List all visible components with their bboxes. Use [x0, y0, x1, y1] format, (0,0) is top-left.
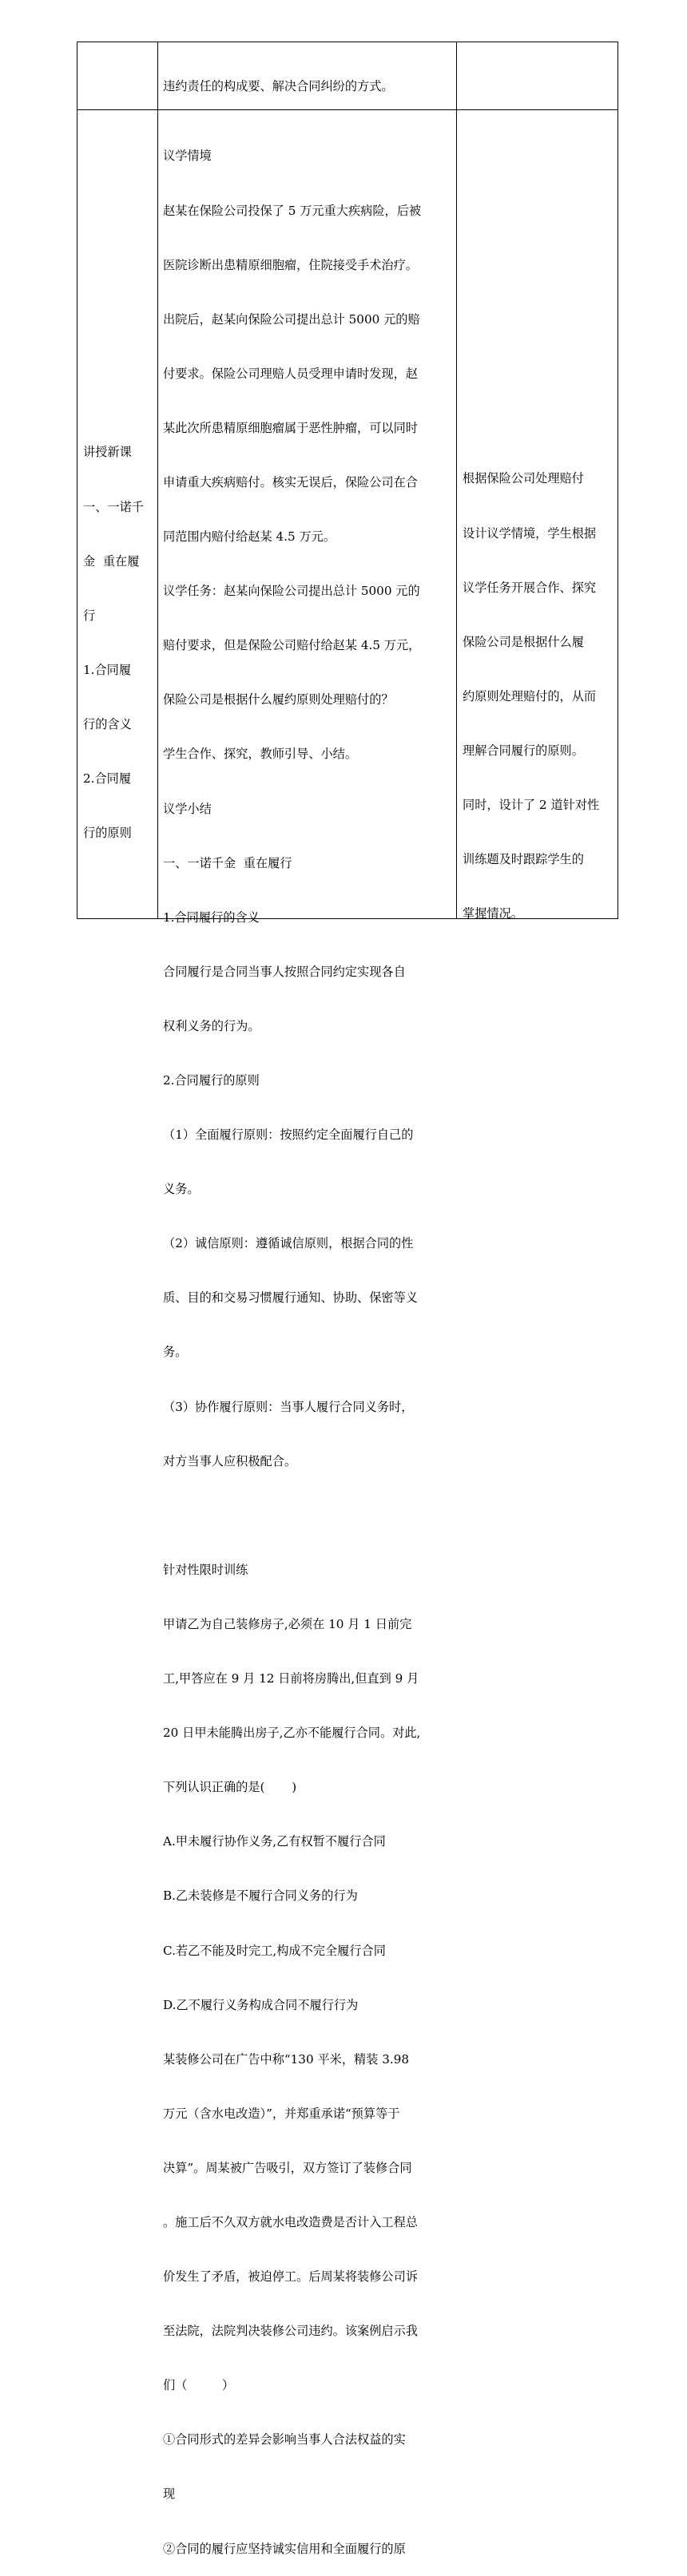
text-line: 一、一诺千金 重在履行 — [163, 855, 292, 870]
text-line: 决算”。周某被广告吸引，双方签订了装修合同 — [163, 2160, 412, 2175]
text-line: 1.合同履 — [83, 662, 132, 677]
text-line: 某此次所患精原细胞瘤属于恶性肿瘤，可以同时 — [163, 420, 418, 435]
text-line: 质、目的和交易习惯履行通知、协助、保密等义 — [163, 1290, 418, 1306]
text-line: 理解合同履行的原则。 — [463, 743, 584, 758]
row2-left-cell — [83, 407, 157, 860]
text-line: 工,甲答应在 9 月 12 日前将房腾出,但直到 9 月 — [163, 1671, 419, 1686]
text-line: 同时，设计了 2 道针对性 — [463, 797, 600, 812]
text-line: B.乙未装修是不履行合同义务的行为 — [163, 1888, 358, 1904]
text-line: 保险公司是根据什么履约原则处理赔付的？ — [163, 692, 394, 707]
table-column-divider-1 — [157, 42, 158, 919]
text-line: 价发生了矛盾，被迫停工。后周某将装修公司诉 — [163, 2269, 418, 2285]
text-line: 保险公司是根据什么履 — [463, 634, 584, 649]
text-line: 根据保险公司处理赔付 — [463, 471, 584, 486]
text-line: 合同履行是合同当事人按照合同约定实现各自 — [163, 964, 406, 979]
text-line: 甲请乙为自己装修房子,必须在 10 月 1 日前完 — [163, 1616, 412, 1631]
text-line: 务。 — [163, 1345, 188, 1360]
text-line: ①合同形式的差异会影响当事人合法权益的实 — [163, 2432, 406, 2447]
table-column-divider-2 — [456, 42, 457, 919]
text-line: 权利义务的行为。 — [163, 1018, 260, 1033]
text-line: 万元（含水电改造）”，并郑重承诺“预算等于 — [163, 2106, 400, 2121]
text-line: 讲授新课 — [83, 445, 132, 460]
text-line: 们（ ） — [163, 2378, 235, 2393]
row1-middle-cell — [163, 42, 454, 114]
text-line: ②合同的履行应坚持诚实信用和全面履行的原 — [163, 2541, 406, 2556]
text-line: 至法院，法院判决装修公司违约。该案例启示我 — [163, 2324, 418, 2339]
text-line: 违约责任的构成要、解决合同纠纷的方式。 — [163, 79, 394, 94]
text-line: 掌握情况。 — [463, 906, 523, 921]
row2-right-cell — [463, 434, 616, 941]
blank-line — [163, 1507, 454, 1525]
text-line: 2.合同履 — [83, 771, 132, 786]
text-line: 议学任务：赵某向保险公司提出总计 5000 元的 — [163, 584, 420, 599]
text-line: 学生合作、探究，教师引导、小结。 — [163, 747, 357, 762]
text-line: 2.合同履行的原则 — [163, 1073, 260, 1088]
text-line: 议学情境 — [163, 149, 212, 164]
text-line: 申请重大疾病赔付。核实无误后，保险公司在合 — [163, 474, 418, 489]
text-line: 针对性限时训练 — [163, 1562, 248, 1577]
text-line: 约原则处理赔付的，从而 — [463, 688, 597, 703]
text-line: D.乙不履行义务构成合同不履行行为 — [163, 1997, 359, 2012]
text-line: （1）全面履行原则：按照约定全面履行自己的 — [163, 1127, 414, 1143]
text-line: 出院后，赵某向保险公司提出总计 5000 元的赔 — [163, 311, 420, 327]
text-line: 赔付要求，但是保险公司赔付给赵某 4.5 万元， — [163, 638, 421, 653]
text-line: 20 日甲未能腾出房子,乙亦不能履行合同。对此, — [163, 1726, 421, 1741]
text-line: 某装修公司在广告中称“130 平米，精装 3.98 — [163, 2051, 410, 2067]
text-line: 议学小结 — [163, 801, 212, 816]
text-line: 行 — [83, 608, 96, 623]
text-line: 现 — [163, 2487, 176, 2502]
text-line: A.甲未履行协作义务,乙有权暂不履行合同 — [163, 1834, 386, 1849]
text-line: 一、一诺千 — [83, 499, 144, 514]
text-line: 金 重在履 — [83, 553, 140, 569]
text-line: 下列认识正确的是( ) — [163, 1780, 297, 1795]
text-line: C.若乙不能及时完工,构成不完全履行合同 — [163, 1943, 386, 1958]
text-line: 1.合同履行的含义 — [163, 910, 260, 925]
text-line: 义务。 — [163, 1182, 200, 1197]
text-line: 医院诊断出患精原细胞瘤，住院接受手术治疗。 — [163, 257, 418, 272]
text-line: 。施工后不久双方就水电改造费是否计入工程总 — [163, 2214, 418, 2229]
text-line: （3）协作履行原则：当事人履行合同义务时， — [163, 1399, 414, 1414]
text-line: 同范围内赔付给赵某 4.5 万元。 — [163, 529, 336, 545]
text-line: （2）诚信原则：遵循诚信原则，根据合同的性 — [163, 1236, 414, 1251]
text-line: 赵某在保险公司投保了 5 万元重大疾病险，后被 — [163, 203, 422, 218]
text-line: 付要求。保险公司理赔人员受理申请时发现，赵 — [163, 366, 418, 381]
text-line: 行的含义 — [83, 716, 132, 731]
text-line: 对方当事人应积极配合。 — [163, 1453, 297, 1468]
text-line: 训练题及时跟踪学生的 — [463, 852, 584, 867]
text-line: 设计议学情境，学生根据 — [463, 525, 597, 541]
row2-middle-cell — [163, 111, 454, 2576]
text-line: 议学任务开展合作、探究 — [463, 580, 597, 595]
text-line: 行的原则 — [83, 826, 132, 841]
